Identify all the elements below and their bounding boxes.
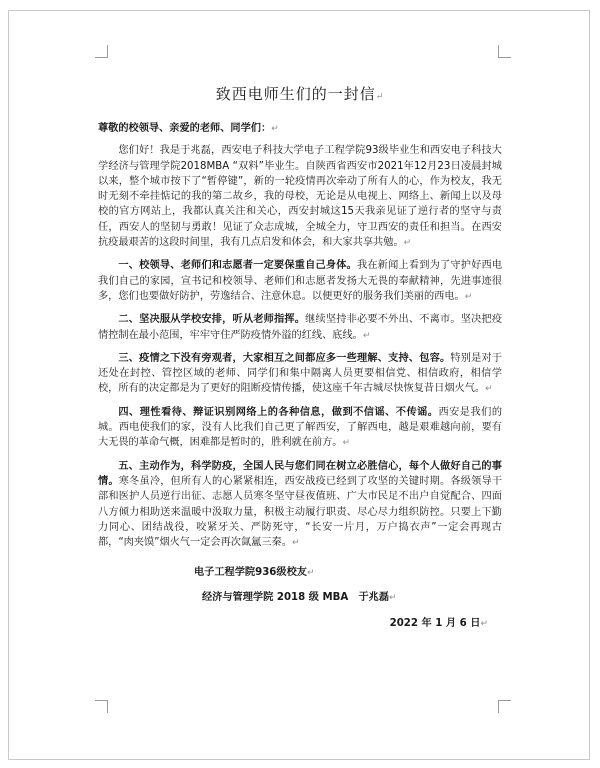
point-paragraph-2 (98, 312, 502, 344)
point-lead-1: 一、校领导、老师们和志愿者一定要保重自己身体。 (118, 260, 357, 272)
paragraph-mark-icon: ↵ (291, 538, 300, 549)
point-paragraph-1 (98, 258, 502, 305)
point-paragraph-4 (98, 405, 502, 452)
document-body[interactable] (98, 84, 502, 632)
paragraph-mark-icon: ↵ (403, 238, 412, 249)
paragraph-mark-icon: ↵ (480, 619, 488, 630)
point-body-4: 西安是我们的城。西电使我们的家，没有人比我们自己更了解西安，了解西电，越是艰难越向前，要有大无畏的革命气概，困难都是暂时的，胜利就在前方。 (98, 406, 503, 449)
margin-corner-top-left (95, 45, 108, 58)
paragraph-mark-icon: ↵ (375, 92, 385, 102)
paragraph-mark-icon: ↵ (342, 438, 351, 449)
point-lead-2: 二、坚决服从学校安排，听从老师指挥。 (118, 314, 306, 326)
point-body-1: 我在新闻上看到为了守护好西电我们自己的家园，宣书记和校领导、老师们和志愿者发扬大无畏的奉献精神，先进事迹很多，您们也要做好防护，劳逸结合、注意休息。以便更好的服务我们美丽的西电。 (98, 260, 503, 302)
point-body-3: 特别是对于还处在封控、管控区域的老师、同学们和集中隔离人员更要相信党、相信政府，相信学校，所有的决定都是为了更好的阻断疫情传播，使这座千年古城尽快恢复昔日烟火气。 (98, 352, 503, 395)
paragraph-mark-icon: ↵ (306, 568, 315, 579)
letter-title: 致西电师生们的一封信↵ (215, 85, 385, 103)
paragraph-mark-icon: ↵ (271, 124, 279, 134)
point-lead-5: 五、主动作为，科学防疫，全国人民与您们同在树立必胜信心，每个人做好自己的事情。 (98, 460, 502, 487)
intro-paragraph: 您们好！我是于兆磊，西安电子科技大学电子工程学院93级毕业生和西安电子科技大学经济与管理学院2018MBA “双料”毕业生。自陕西省西安市2021年12月23日凌晨封城以来，整个城市按下了“暂停键”，新的一轮疫情再次牵动了所有人的心，作为校友，我无时无刻不牵挂惦记的我的第二故乡，我的母校，无论是从电视上、网络上、新闻上以及母校的官方网站上，我都认真关注和关心，西安封城这15天我亲见证了逆行者的坚守与责任，西安人的坚韧与勇敢！见证了众志成城，全城全力，守卫西安的责任和担当。在西安抗疫最艰苦的这段时间里，我有几点启发和体会，和大家共享共勉。↵ (98, 145, 502, 249)
paragraph-mark-icon: ↵ (389, 592, 397, 603)
point-lead-3: 三、疫情之下没有旁观者，大家相互之间都应多一些理解、支持、包容。 (118, 352, 451, 364)
paragraph-mark-icon: ↵ (362, 330, 371, 341)
point-lead-4: 四、理性看待、辩证识别网络上的各种信息，做到不信谣、不传谣。 (118, 406, 439, 418)
point-body-2: 继续坚持非必要不外出、不离市。坚决把疫情控制在最小范围，牢牢守住严防疫情外溢的红线、底线。 (98, 314, 503, 341)
margin-corner-bottom-right (498, 700, 511, 713)
point-paragraph-3 (98, 351, 502, 398)
margin-corner-bottom-left (95, 700, 108, 713)
signature-author: 经济与管理学院 2018 级 MBA 于兆磊↵ (202, 591, 397, 603)
signature-school: 电子工程学院936级校友↵ (194, 567, 315, 579)
letter-salutation: 尊敬的校领导、亲爱的老师、同学们：↵ (98, 123, 279, 134)
paragraph-mark-icon: ↵ (485, 384, 493, 395)
point-paragraph-5 (98, 459, 502, 552)
point-body-5: 寒冬虽冷，但所有人的心紧紧相连，西安战疫已经到了攻坚的关键时期。各级领导干部和医护人员逆行出征、志愿人员寒冬坚守昼夜值班、广大市民足不出户自觉配合、四面八方倾力相助送来温暖中汲取力量，积极主动履行职责、尽心尽力组织防控。只要上下勤力同心、团结战役，咬紧牙关、严防死守，“长安一片月，万户捣衣声”一定会再现古都，“肉夹馍”烟火气一定会再次氤氲三秦。 (98, 475, 503, 549)
margin-corner-top-right (498, 45, 511, 58)
paragraph-mark-icon: ↵ (464, 291, 473, 302)
letter-date: 2022 年 1 月 6 日↵ (389, 618, 488, 630)
